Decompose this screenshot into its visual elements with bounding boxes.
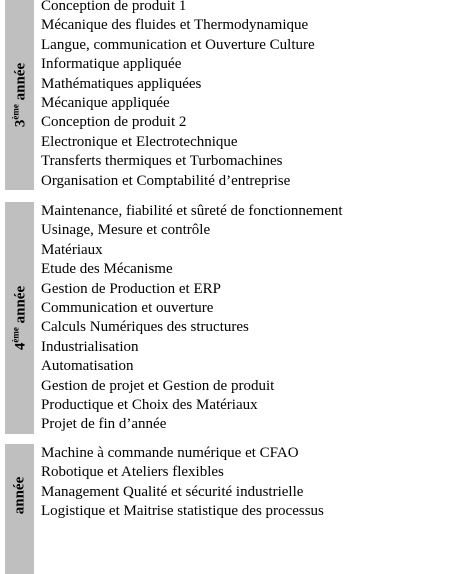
year-label-3: 3ème année bbox=[10, 62, 28, 128]
year-bar-5 bbox=[5, 444, 34, 574]
course-item: Calculs Numériques des structures bbox=[41, 319, 249, 336]
course-list-5 bbox=[41, 444, 324, 522]
course-item: Etude des Mécanisme bbox=[41, 261, 173, 278]
course-item: Productique et Choix des Matériaux bbox=[41, 396, 258, 413]
course-item: Management Qualité et sécurité industrielle bbox=[41, 483, 304, 500]
course-item: Electronique et Electrotechnique bbox=[41, 133, 238, 150]
course-item: Conception de produit 2 bbox=[41, 114, 187, 131]
course-item: Communication et ouverture bbox=[41, 299, 214, 316]
course-item: Automatisation bbox=[41, 358, 134, 375]
course-item: Mécanique des fluides et Thermodynamique bbox=[41, 17, 309, 34]
course-item: Usinage, Mesure et contrôle bbox=[41, 222, 211, 239]
course-item: Maintenance, fiabilité et sûreté de fonctionnement bbox=[41, 203, 343, 219]
course-item: Informatique appliquée bbox=[41, 56, 182, 73]
course-item: Logistique et Maitrise statistique des processus bbox=[41, 503, 324, 520]
year-label-5: année bbox=[11, 476, 27, 515]
course-item: Gestion de projet et Gestion de produit bbox=[41, 377, 275, 394]
year-section-3 bbox=[0, 0, 470, 190]
course-item: Machine à commande numérique et CFAO bbox=[41, 445, 299, 461]
course-item: Mathématiques appliquées bbox=[41, 75, 202, 92]
year-section-5 bbox=[0, 444, 470, 520]
course-list-4 bbox=[41, 202, 343, 435]
course-item: Langue, communication et Ouverture Culture bbox=[41, 36, 315, 53]
course-item: Organisation et Comptabilité d’entreprise bbox=[41, 172, 291, 189]
course-item: Projet de fin d’année bbox=[41, 416, 167, 433]
course-item: Mécanique appliquée bbox=[41, 94, 170, 111]
course-item: Industrialisation bbox=[41, 338, 139, 355]
year-section-4 bbox=[0, 202, 470, 434]
course-item: Conception de produit 1 bbox=[41, 0, 187, 14]
course-item: Robotique et Ateliers flexibles bbox=[41, 464, 224, 481]
year-bar-3 bbox=[5, 0, 34, 190]
course-item: Gestion de Production et ERP bbox=[41, 280, 221, 297]
year-label-4: 4ème année bbox=[10, 285, 28, 351]
year-bar-4 bbox=[5, 202, 34, 434]
course-item: Matériaux bbox=[41, 241, 103, 258]
course-item: Transferts thermiques et Turbomachines bbox=[41, 153, 283, 170]
course-list-3 bbox=[41, 0, 315, 191]
